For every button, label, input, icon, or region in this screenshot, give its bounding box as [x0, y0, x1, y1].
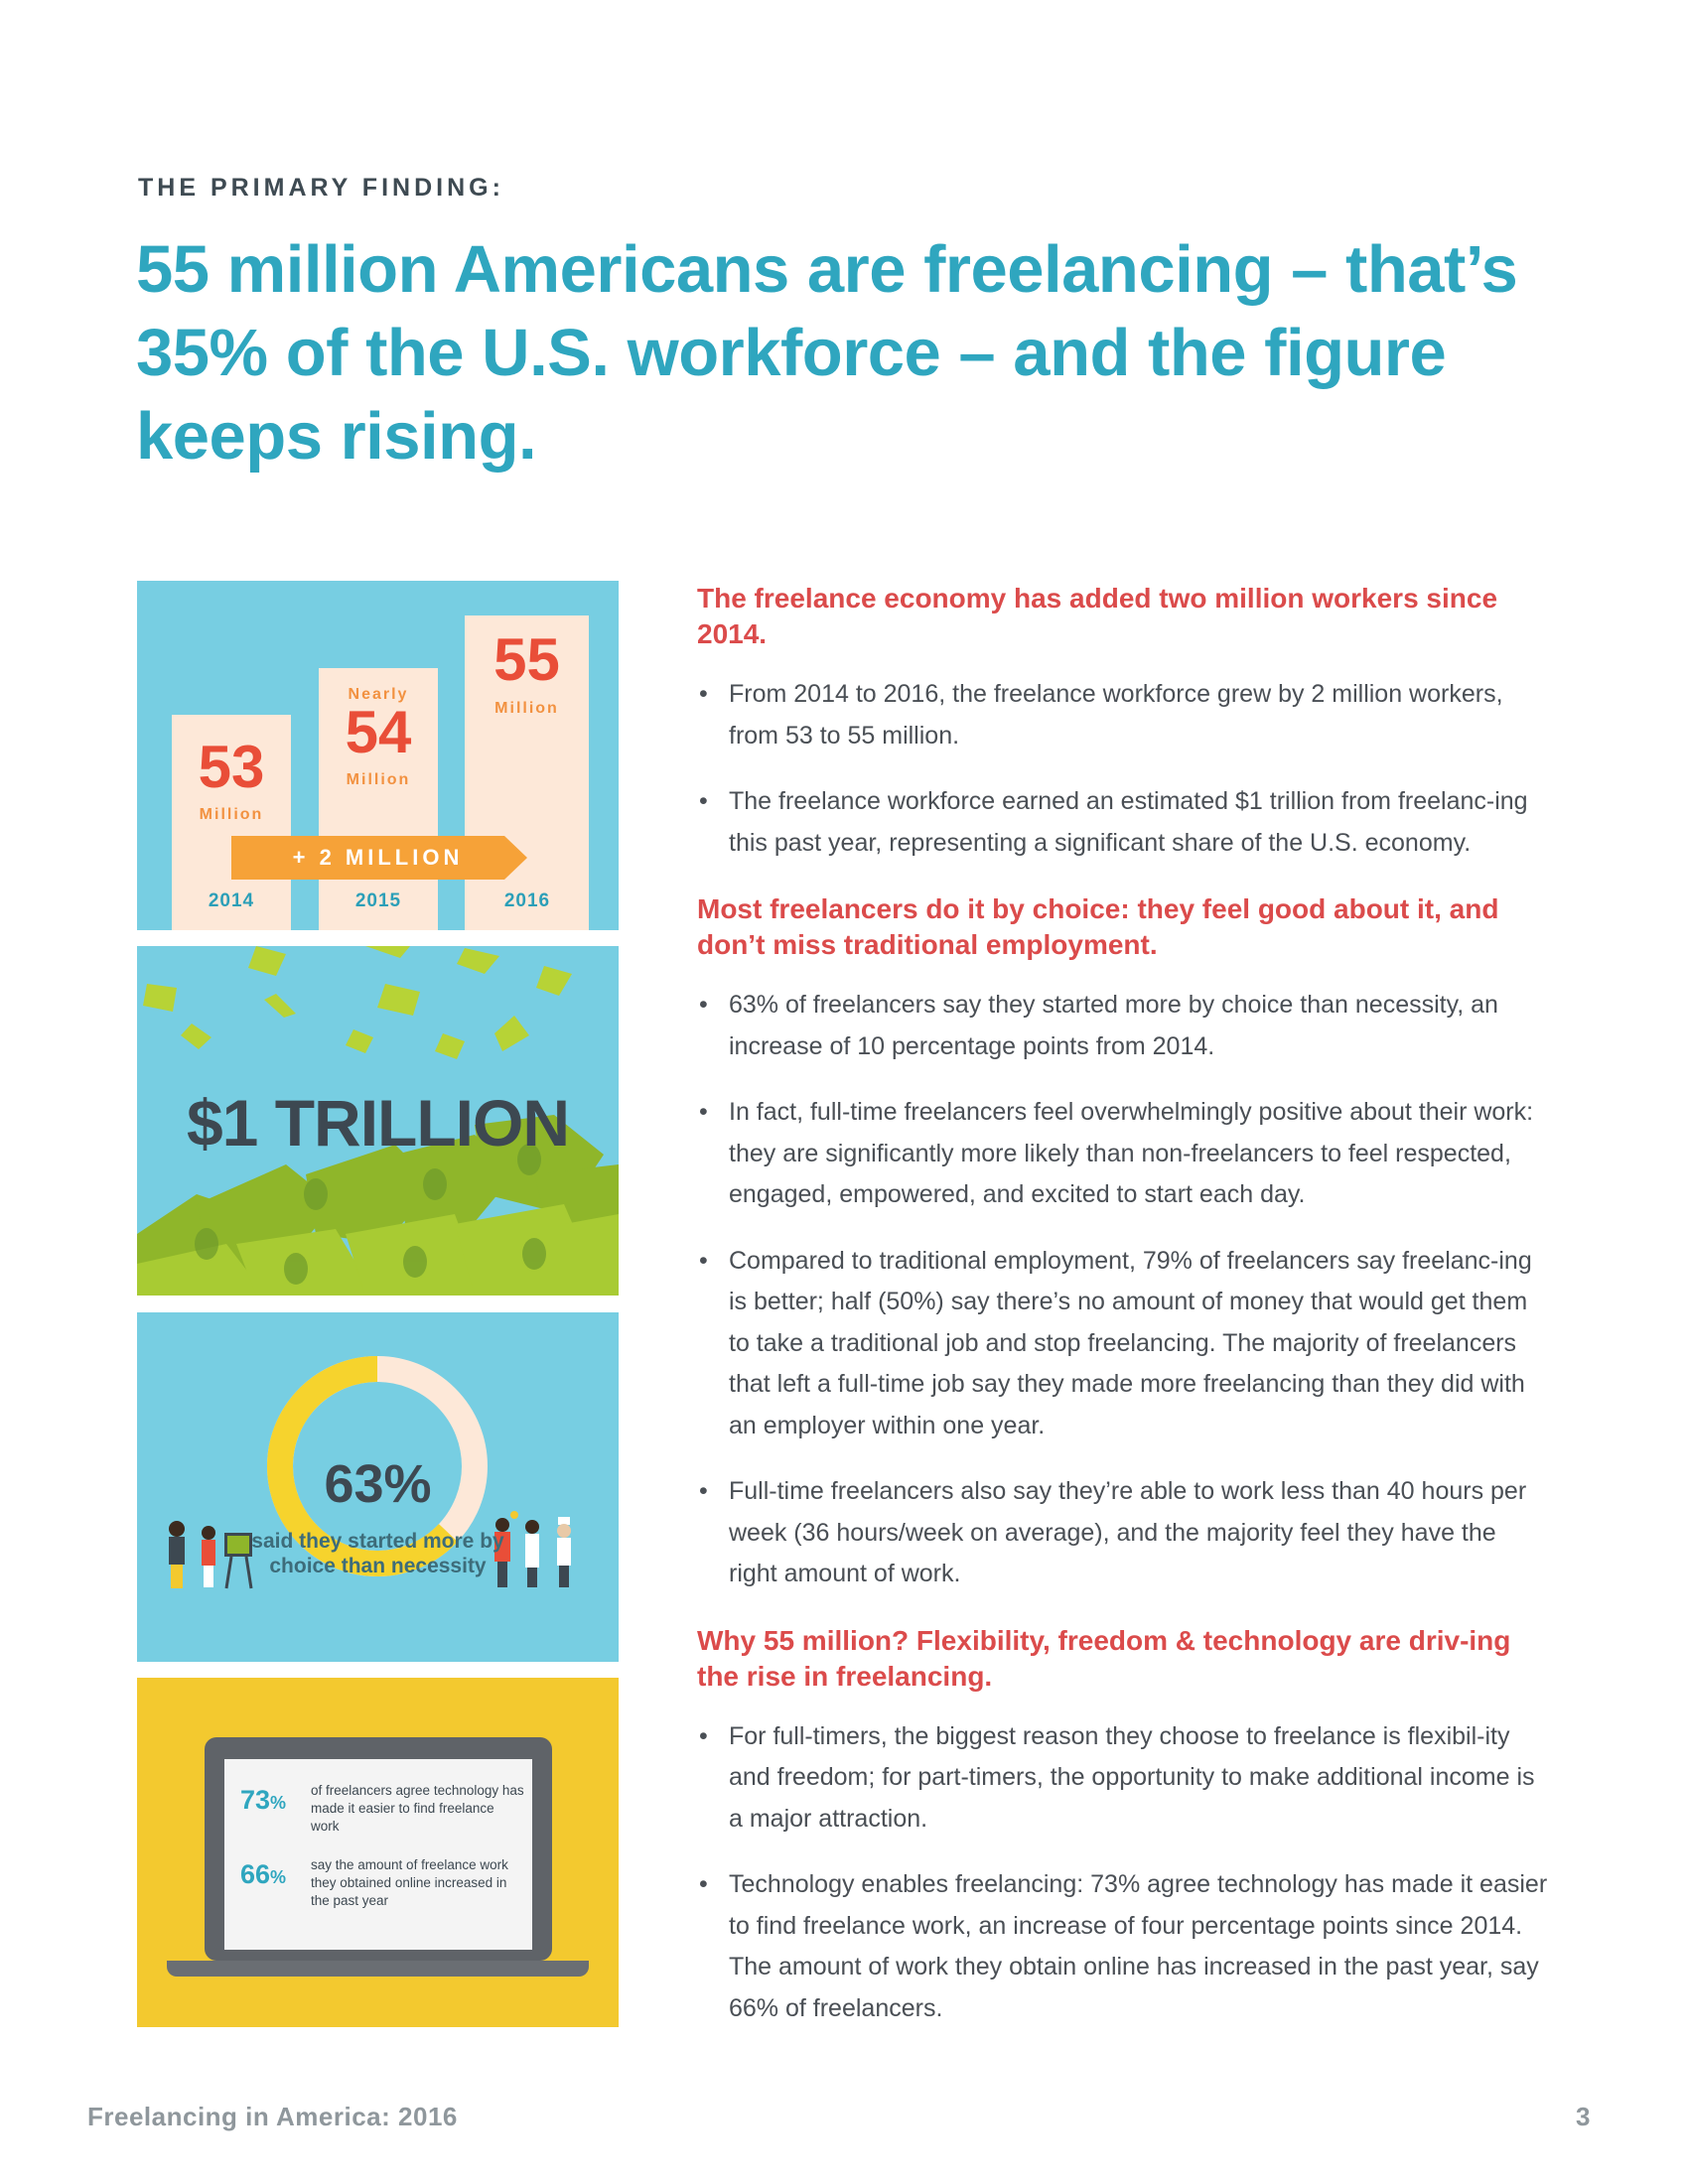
bullet-item: • For full-timers, the biggest reason they choose to freelance is flexibil-ity and freedom; for part-timers, the opportunity to make additional income is a major attraction. [697, 1716, 1551, 1841]
choice-percent: 63% [324, 1454, 432, 1514]
choice-infographic [137, 1312, 619, 1662]
tech-stat-value: 66% [240, 1859, 287, 1889]
bullet-list [697, 985, 1551, 1595]
tech-stat-text: say the amount of freelance work they obtained online increased in the past year [311, 1857, 508, 1908]
bullet-item: • Compared to traditional employment, 79% of freelancers say freelanc-ing is better; half (50%) say there’s no amount of money that would get them to take a traditional job and stop freelancing. The majority of freelancers that left a full-time job say they made more freelancing than they did with an employer within one year. [697, 1241, 1551, 1447]
bar-unit: Million [199, 806, 264, 823]
page-headline: 55 million Americans are freelancing – that’s 35% of the U.S. workforce – and the figure keeps rising. [136, 232, 1518, 474]
finding-section [697, 891, 1551, 1595]
year-label: 2016 [503, 890, 551, 911]
section-heading: Why 55 million? Flexibility, freedom & technology are driv-ing the rise in freelancing. [697, 1624, 1511, 1692]
finding-section [697, 1623, 1551, 2030]
bullet-item: • Full-time freelancers also say they’re able to work less than 40 hours per week (36 hours/week on average), and the majority feel they have the right amount of work. [697, 1471, 1551, 1595]
bar-2016 [465, 615, 589, 930]
growth-arrow-label: + 2 MILLION [292, 845, 464, 870]
bullet-list [697, 1716, 1551, 2030]
tech-stat-text: of freelancers agree technology has made it easier to find freelance work [311, 1783, 524, 1834]
bar-value: 53 [198, 734, 265, 800]
bullet-list [697, 674, 1551, 864]
page-number: 3 [1576, 2102, 1591, 2131]
trillion-infographic [137, 946, 619, 1296]
bullet-item: • In fact, full-time freelancers feel overwhelmingly positive about their work: they are significantly more likely than non-freelancers to feel respected, engaged, empowered, and excited to start each day. [697, 1092, 1551, 1216]
choice-caption: said they started more by choice than necessity [251, 1530, 504, 1577]
technology-infographic [137, 1678, 619, 2027]
growth-infographic [137, 581, 619, 930]
kicker: THE PRIMARY FINDING: [138, 174, 504, 202]
bullet-item: • Technology enables freelancing: 73% agree technology has made it easier to find freelance work, an increase of four percentage points since 2014. The amount of work they obtain online has increased in the past year, say 66% of freelancers. [697, 1864, 1551, 2029]
tech-stat-value: 73% [240, 1785, 287, 1815]
section-heading: The freelance economy has added two million workers since 2014. [697, 583, 1498, 649]
section-heading: Most freelancers do it by choice: they feel good about it, and don’t miss traditional employment. [697, 893, 1499, 960]
bullet-item: • 63% of freelancers say they started more by choice than necessity, an increase of 10 percentage points from 2014. [697, 985, 1551, 1067]
year-label: 2015 [354, 890, 402, 911]
findings-column [697, 581, 1551, 2057]
bar-prefix: Nearly [348, 686, 409, 703]
bar-unit: Million [346, 771, 411, 788]
finding-section [697, 581, 1551, 864]
bar-value: 54 [345, 699, 412, 765]
bullet-item: • From 2014 to 2016, the freelance workforce grew by 2 million workers, from 53 to 55 million. [697, 674, 1551, 756]
bullet-item: • The freelance workforce earned an estimated $1 trillion from freelanc-ing this past year, representing a significant share of the U.S. economy. [697, 781, 1551, 864]
trillion-label: $1 TRILLION [186, 1086, 570, 1160]
laptop-base [167, 1961, 589, 1977]
footer-title: Freelancing in America: 2016 [87, 2102, 458, 2131]
bar-value: 55 [493, 626, 560, 693]
bar-unit: Million [494, 700, 559, 717]
year-label: 2014 [208, 890, 255, 911]
